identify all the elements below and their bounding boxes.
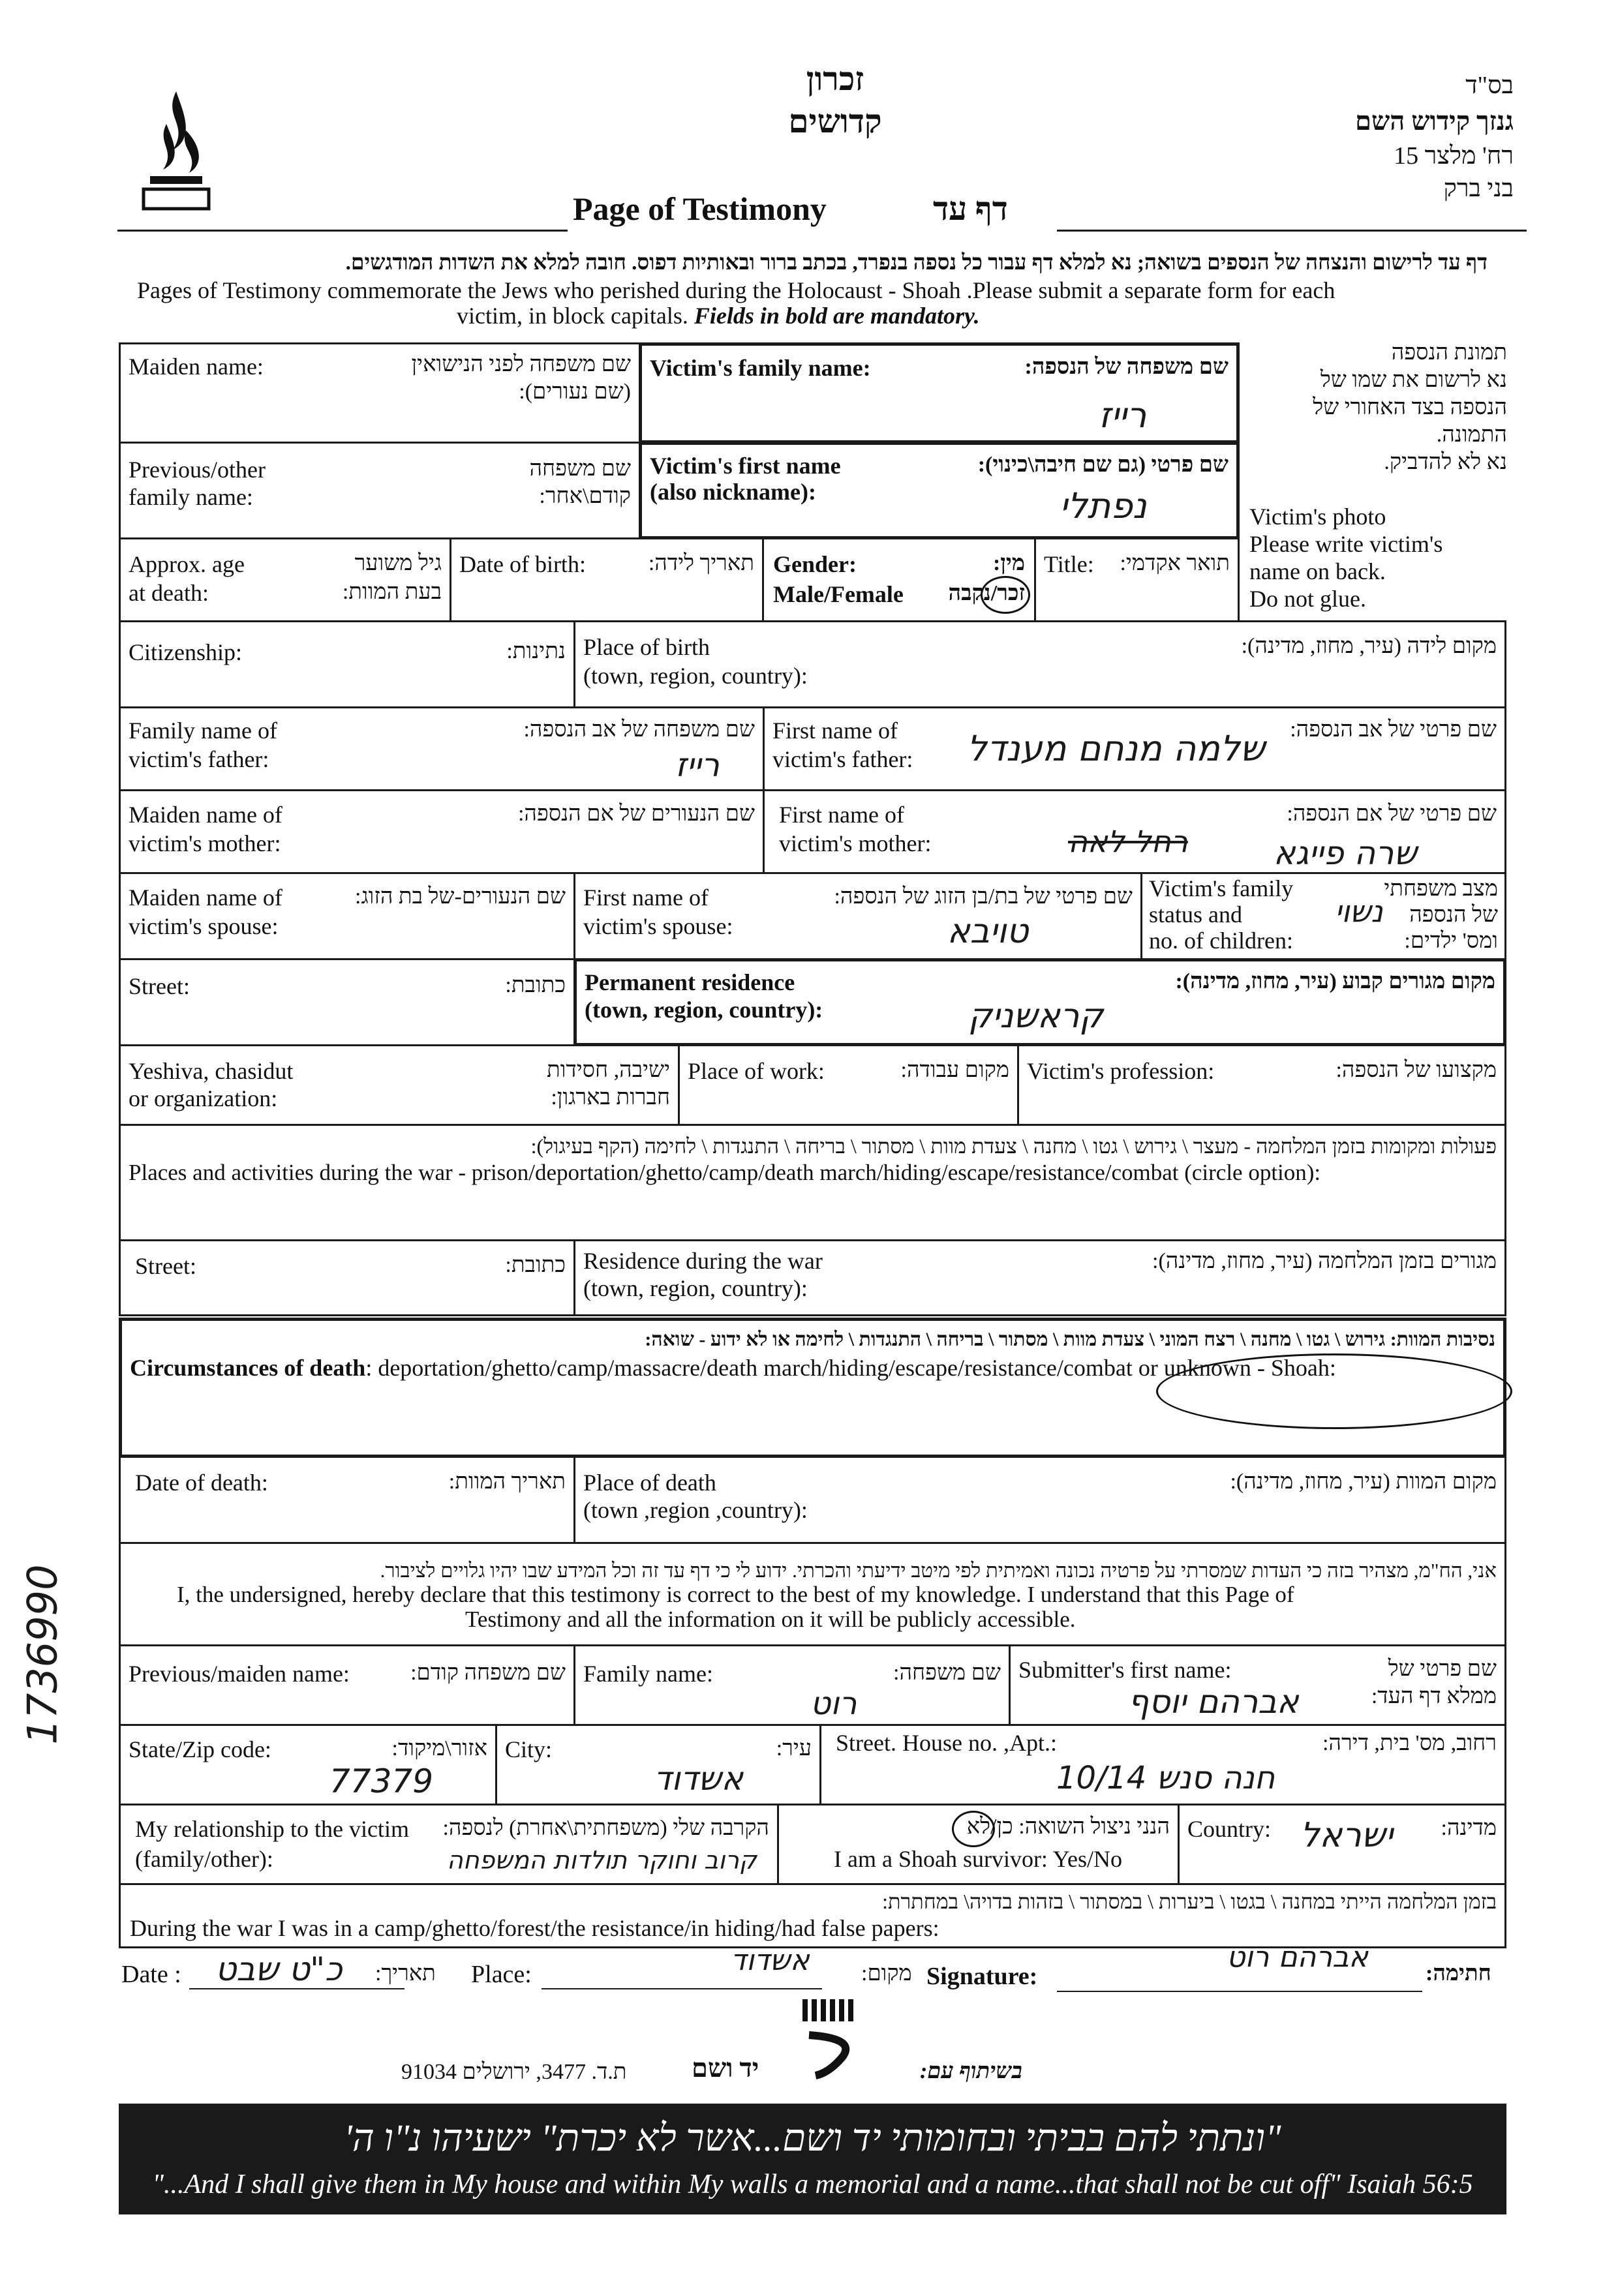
maiden-name-field[interactable] — [119, 342, 641, 444]
sub-country-label-he: מדינה: — [1441, 1816, 1497, 1840]
quote-banner — [119, 2104, 1506, 2214]
intro-en-2-text: victim, in block capitals. — [457, 303, 688, 329]
spouse-first-value[interactable]: טויבא — [947, 912, 1029, 951]
page-title-en: Page of Testimony — [573, 190, 827, 227]
father-family-name-field[interactable] — [119, 706, 765, 791]
perm-res-label-he: מקום מגורים קבוע (עיר, מחוז, מדינה): — [1175, 969, 1495, 993]
father-first-label-en-1: First name of — [772, 718, 898, 744]
rel-label-he: הקרבה שלי (משפחתית\אחרת) לנספה: — [442, 1816, 769, 1840]
mother-maiden-label-he: שם הנעורים של אם הנספה: — [517, 802, 755, 826]
yad-vashem-address: ת.ד. 3477, ירושלים 91034 — [401, 2060, 627, 2084]
mother-first-name-field[interactable] — [763, 789, 1506, 874]
sub-city-label-he: עיר: — [776, 1736, 812, 1760]
place-of-death-field[interactable] — [573, 1456, 1506, 1544]
victim-first-name-label-he: שם פרטי (גם שם חיבה\כינוי): — [977, 453, 1229, 477]
dod-label-he: תאריך המוות: — [448, 1470, 566, 1494]
father-family-label-he: שם משפחה של אב הנספה: — [523, 718, 755, 742]
dod-label-en: Date of death: — [135, 1470, 268, 1496]
rel-value[interactable]: קרוב וחוקר תולדות המשפחה — [447, 1846, 757, 1875]
victim-family-name-value[interactable]: רייז — [1099, 395, 1147, 436]
dob-label-he: תאריך לידה: — [648, 551, 754, 575]
gender-male-circle — [981, 576, 1030, 614]
war-street-field[interactable] — [119, 1239, 575, 1316]
victim-first-name-value[interactable]: נפתלי — [1060, 485, 1147, 526]
sub-first-value[interactable]: אברהם יוסף — [1128, 1683, 1299, 1721]
mother-first-label-en-2: victim's mother: — [779, 830, 932, 856]
victim-first-name-field[interactable] — [639, 442, 1240, 539]
family-status-field[interactable] — [1140, 872, 1506, 960]
yeshiva-label-he-2: חברות בארגון: — [551, 1085, 670, 1110]
mother-maiden-name-field[interactable] — [119, 789, 765, 874]
sub-zip-value[interactable]: 77379 — [329, 1762, 434, 1800]
place-value[interactable]: אשדוד — [731, 1944, 810, 1977]
pob-label-en-1: Place of birth — [583, 634, 710, 660]
war-activities-label-en: Places and activities during the war - prison/deportation/ghetto/camp/death march/hiding/escape/resistance/combat (circle option): — [129, 1160, 1321, 1185]
submitter-city-field[interactable] — [495, 1724, 821, 1805]
title-label-en: Title: — [1044, 551, 1094, 577]
submitter-family-name-field[interactable] — [573, 1644, 1011, 1726]
place-of-work-field[interactable] — [678, 1044, 1019, 1126]
yeshiva-label-en-2: or organization: — [129, 1085, 278, 1111]
sub-country-label-en: Country: — [1187, 1816, 1272, 1842]
pob-label-en-2: (town, region, country): — [583, 663, 808, 689]
victim-family-name-field[interactable] — [639, 342, 1240, 444]
pod-label-en-1: Place of death — [583, 1470, 716, 1496]
survivor-field[interactable] — [777, 1804, 1180, 1885]
page-title-he: דף עד — [933, 190, 1008, 227]
previous-family-name-field[interactable] — [119, 442, 641, 539]
survivor-no-circle — [952, 1811, 995, 1847]
spouse-first-name-field[interactable] — [573, 872, 1142, 960]
street-field[interactable] — [119, 958, 575, 1046]
dob-label-en: Date of birth: — [459, 551, 586, 577]
date-label-en: Date : — [121, 1961, 181, 1988]
spouse-first-label-en-2: victim's spouse: — [583, 913, 733, 939]
father-first-label-he: שם פרטי של אב הנספה: — [1290, 718, 1497, 742]
citizenship-label-en: Citizenship: — [129, 639, 242, 665]
place-of-birth-field[interactable] — [573, 620, 1506, 708]
yad-vashem-logo — [796, 1996, 868, 2081]
gender-label-he-2: זכר/נקבה — [948, 581, 1025, 605]
sub-street-value[interactable]: חנה סנש 10/14 — [1056, 1760, 1275, 1796]
previous-family-name-label-he-1: שם משפחה — [529, 457, 631, 481]
sub-first-label-he-1: שם פרטי של — [1388, 1657, 1497, 1681]
org-name: גנזך קידוש השם — [1355, 106, 1514, 136]
photo-he-4: התמונה. — [1436, 423, 1507, 447]
circumstances-of-death-field[interactable] — [119, 1318, 1506, 1458]
citizenship-field[interactable] — [119, 620, 575, 708]
photo-he-2: נא לרשום את שמו של — [1320, 368, 1507, 392]
father-family-label-en-1: Family name of — [129, 718, 277, 744]
status-label-he-3: ומס' ילדים: — [1404, 929, 1498, 953]
title-rule-left — [117, 230, 568, 232]
signature-label-he: חתימה: — [1426, 1961, 1491, 1986]
victim-first-name-label-en-1: Victim's first name — [650, 453, 841, 479]
status-label-en-2: status and — [1149, 901, 1242, 928]
submitter-street-field[interactable] — [819, 1724, 1506, 1805]
sub-zip-label-he: אזור\מיקוד: — [391, 1736, 487, 1760]
sub-country-value[interactable]: ישראל — [1300, 1816, 1394, 1855]
survivor-label-en: I am a Shoah survivor: Yes/No — [834, 1846, 1122, 1872]
place-label-he: מקום: — [861, 1961, 912, 1986]
maiden-name-label-he-2: (שם נעורים): — [519, 380, 631, 404]
declaration-en-1: I, the undersigned, hereby declare that this testimony is correct to the best of my knowledge. I understand that this Page of — [177, 1582, 1294, 1607]
date-label-he: תאריך: — [375, 1961, 436, 1986]
age-label-he-1: גיל משוער — [354, 551, 442, 575]
sub-first-label-en: Submitter's first name: — [1018, 1657, 1232, 1683]
sub-street-label-he: רחוב, מס' בית, דירה: — [1322, 1731, 1497, 1755]
photo-he-5: נא לא להדביק. — [1384, 450, 1507, 474]
age-label-he-2: בעת המוות: — [342, 580, 442, 604]
declaration-box — [119, 1542, 1506, 1646]
father-first-value[interactable]: שלמה מנחם מענדל — [967, 728, 1265, 769]
victim-family-name-label-he: שם משפחה של הנספה: — [1024, 355, 1229, 379]
place-label-en: Place: — [471, 1961, 532, 1988]
pod-label-he: מקום המוות (עיר, מחוז, מדינה): — [1230, 1470, 1497, 1494]
photo-en-3: name on back. — [1249, 558, 1386, 584]
signature-label-en: Signature: — [926, 1963, 1038, 1990]
photo-he-1: תמונת הנספה — [1391, 340, 1507, 365]
maiden-name-label-he-1: שם משפחה לפני הנישואין — [411, 352, 631, 376]
father-family-value[interactable]: רייז — [675, 746, 720, 784]
father-family-label-en-2: victim's father: — [129, 746, 269, 772]
photo-en-4: Do not glue. — [1249, 586, 1366, 612]
intro-en-1-text: Pages of Testimony commemorate the Jews who perished during the Holocaust - Shoah .Please submit a separate form for each — [137, 277, 1336, 303]
rel-label-en-2: (family/other): — [135, 1846, 273, 1872]
intro-en-bold: Fields in bold are mandatory. — [694, 303, 980, 329]
survivor-label-he: הנני ניצול השואה: כן/לא — [966, 1815, 1170, 1839]
banner-quote-en: "...And I shall give them in My house and within My walls a memorial and a name...that shall not be cut off" Isaiah 56:5 — [152, 2169, 1473, 2199]
sub-street-label-en: Street. House no. ,Apt.: — [836, 1730, 1057, 1756]
zikaron-line-1: זכרון — [806, 61, 864, 97]
sub-zip-label-en: State/Zip code: — [129, 1736, 271, 1762]
gender-field[interactable] — [762, 537, 1036, 622]
zikaron-line-2: קדושים — [788, 103, 882, 140]
margin-number: 1736990 — [18, 1564, 67, 1745]
previous-family-name-label-en-2: family name: — [129, 484, 253, 510]
sub-fam-label-he: שם משפחה: — [893, 1661, 1001, 1685]
perm-res-value[interactable]: קראשניק — [968, 997, 1104, 1036]
war-street-label-he: כתובת: — [505, 1253, 566, 1277]
status-value[interactable]: נשוי — [1335, 894, 1383, 929]
intro-en-2 — [457, 301, 980, 330]
war-experience-field[interactable] — [119, 1883, 1506, 1948]
sub-city-value[interactable]: אשדוד — [654, 1760, 744, 1798]
age-at-death-field[interactable] — [119, 537, 451, 622]
spouse-maiden-label-he: שם הנעורים-של בת הזוג: — [355, 884, 566, 909]
war-res-label-he: מגורים בזמן המלחמה (עיר, מחוז, מדינה): — [1152, 1249, 1497, 1273]
spouse-first-label-he: שם פרטי של בת/בן הזוג של הנספה: — [834, 884, 1133, 909]
war-street-label-en: Street: — [135, 1253, 196, 1279]
victim-first-name-label-en-2: (also nickname): — [650, 479, 816, 505]
war-res-label-en-2: (town, region, country): — [583, 1275, 808, 1301]
bsd-mark: בס"ד — [1465, 72, 1514, 99]
mother-maiden-label-en-2: victim's mother: — [129, 830, 281, 856]
photo-en-1: Victim's photo — [1249, 504, 1386, 530]
age-label-en-2: at death: — [129, 580, 209, 606]
work-label-en: Place of work: — [688, 1058, 825, 1084]
photo-he-3: הנספה בצד האחורי של — [1313, 395, 1507, 419]
submitter-first-name-field[interactable] — [1009, 1644, 1506, 1726]
street-label-he: כתובת: — [505, 973, 566, 997]
declaration-en-2: Testimony and all the information on it will be publicly accessible. — [465, 1607, 1076, 1632]
gender-label-en-1: Gender: — [773, 551, 857, 577]
org-street: רח' מלצר 15 — [1394, 142, 1514, 170]
declaration-he: אני, הח"מ, מצהיר בזה כי העדות שמסרתי על פרטיה נכונה ואמיתית לפי מיטב ידיעתי והכרתי. ידוע לי כי דף עד זה וכל המידע שבו יהיו גלויים לציבור. — [380, 1559, 1497, 1582]
previous-family-name-label-he-2: קודם\אחר: — [539, 484, 631, 508]
pod-label-en-2: (town ,region ,country): — [583, 1497, 808, 1523]
war-activities-label-he: פעולות ומקומות בזמן המלחמה - מעצר \ גירוש \ גטו \ מחנה \ צעדת מוות \ מסתור \ בריחה \ התנגדות \ לחימה (הקף בעיגול): — [530, 1134, 1497, 1158]
mother-maiden-label-en-1: Maiden name of — [129, 802, 282, 828]
yeshiva-field[interactable] — [119, 1044, 680, 1126]
date-of-birth-field[interactable] — [450, 537, 764, 622]
status-label-he-2: של הנספה — [1409, 903, 1498, 927]
signature-value[interactable]: אברהם רוט — [1227, 1941, 1368, 1974]
war-res-label-en-1: Residence during the war — [583, 1248, 823, 1274]
status-label-en-3: no. of children: — [1149, 928, 1293, 954]
victim-family-name-label-en: Victim's family name: — [650, 355, 871, 381]
street-label-en: Street: — [129, 973, 190, 999]
title-rule-right — [1057, 230, 1527, 232]
mother-first-struck-value: רחל לאה — [1068, 824, 1188, 859]
death-option-circle — [1156, 1353, 1512, 1429]
date-underline — [189, 1988, 404, 1989]
spouse-maiden-label-en-2: victim's spouse: — [129, 913, 279, 939]
perm-res-label-en-1: Permanent residence — [585, 969, 795, 995]
war-residence-field[interactable] — [573, 1239, 1506, 1316]
photo-area — [1240, 336, 1507, 616]
rel-label-en-1: My relationship to the victim — [135, 1816, 409, 1842]
pob-label-he: מקום לידה (עיר, מחוז, מדינה): — [1241, 634, 1497, 658]
date-value[interactable]: כ"ט שבט — [215, 1950, 343, 1988]
date-of-death-field[interactable] — [119, 1456, 575, 1544]
maiden-name-label-en: Maiden name: — [129, 354, 264, 380]
sub-prev-label-he: שם משפחה קודם: — [410, 1661, 566, 1685]
intro-en-1 — [137, 276, 1335, 305]
death-label-en-rest: : deportation/ghetto/camp/massacre/death march/hiding/escape/resistance/combat or unknown - Shoah: — [365, 1355, 1336, 1381]
profession-label-he: מקצועו של הנספה: — [1336, 1058, 1497, 1082]
yeshiva-label-en-1: Yeshiva, chasidut — [129, 1058, 294, 1084]
spouse-maiden-label-en-1: Maiden name of — [129, 884, 282, 911]
intro-he: דף עד לרישום והנצחה של הנספים בשואה; נא למלא דף עבור כל נספה בנפרד, בכתב ברור ובאותיות דפוס. חובה למלא את השדות המודגשים. — [345, 251, 1488, 275]
death-label-en-bold: Circumstances of death — [130, 1355, 366, 1381]
title-label-he: תואר אקדמי: — [1120, 551, 1230, 575]
status-label-he-1: מצב משפחתי — [1384, 877, 1498, 901]
mother-first-label-en-1: First name of — [779, 802, 904, 828]
war-exp-label-en: During the war I was in a camp/ghetto/forest/the resistance/in hiding/had false papers: — [130, 1915, 939, 1941]
banner-quote-he: "ונתתי להם בביתי ובחומותי יד ושם...אשר לא יכרת" ישעיהו נ"ו ה' — [344, 2117, 1281, 2159]
father-first-name-field[interactable] — [763, 706, 1506, 791]
yeshiva-label-he-1: ישיבה, חסידות — [546, 1058, 670, 1082]
mother-first-value[interactable]: שרה פייגא — [1274, 834, 1417, 872]
sub-first-label-he-2: ממלא דף העד: — [1371, 1684, 1497, 1708]
gender-label-en-2: Male/Female — [773, 581, 904, 607]
org-city: בני ברק — [1443, 175, 1514, 202]
sub-fam-label-en: Family name: — [583, 1661, 713, 1687]
org-logo — [137, 85, 215, 215]
mother-first-label-he: שם פרטי של אם הנספה: — [1287, 802, 1497, 826]
submitter-zip-field[interactable] — [119, 1724, 497, 1805]
partner-label: בשיתוף עם: — [920, 2059, 1022, 2083]
war-activities-field[interactable] — [119, 1124, 1506, 1241]
citizenship-label-he: נתינות: — [506, 639, 566, 663]
age-label-en-1: Approx. age — [129, 551, 245, 577]
gender-label-he-1: מין: — [992, 551, 1025, 575]
yad-vashem-name: יד ושם — [692, 2053, 759, 2083]
photo-en-2: Please write victim's — [1249, 531, 1443, 557]
permanent-residence-field[interactable] — [573, 958, 1506, 1046]
submitter-country-field[interactable] — [1178, 1804, 1506, 1885]
status-label-en-1: Victim's family — [1149, 875, 1294, 901]
perm-res-label-en-2: (town, region, country): — [585, 997, 823, 1023]
spouse-first-label-en-1: First name of — [583, 884, 709, 911]
sub-city-label-en: City: — [505, 1736, 553, 1762]
spouse-maiden-name-field[interactable] — [119, 872, 575, 960]
signature-underline — [1057, 1991, 1422, 1992]
death-label-en — [130, 1353, 1336, 1382]
sub-prev-label-en: Previous/maiden name: — [129, 1661, 350, 1687]
sub-fam-value[interactable]: רוט — [810, 1685, 857, 1722]
previous-family-name-label-en-1: Previous/other — [129, 457, 266, 483]
place-underline — [542, 1988, 822, 1989]
title-field[interactable] — [1034, 537, 1240, 622]
relationship-field[interactable] — [119, 1804, 779, 1885]
work-label-he: מקום עבודה: — [900, 1058, 1009, 1082]
profession-label-en: Victim's profession: — [1027, 1058, 1215, 1084]
profession-field[interactable] — [1017, 1044, 1506, 1126]
submitter-previous-name-field[interactable] — [119, 1644, 575, 1726]
death-label-he: נסיבות המוות: גירוש \ גטו \ מחנה \ רצח המוני \ צעדת מוות \ מסתור \ בריחה \ התנגדות \ לחימה או לא ידוע - שואה: — [645, 1329, 1495, 1350]
father-first-label-en-2: victim's father: — [772, 746, 913, 772]
war-exp-label-he: בזמן המלחמה הייתי במחנה \ בגטו \ ביערות \ במסתור \ בזהות בדויה\ במחתרת: — [882, 1890, 1497, 1913]
